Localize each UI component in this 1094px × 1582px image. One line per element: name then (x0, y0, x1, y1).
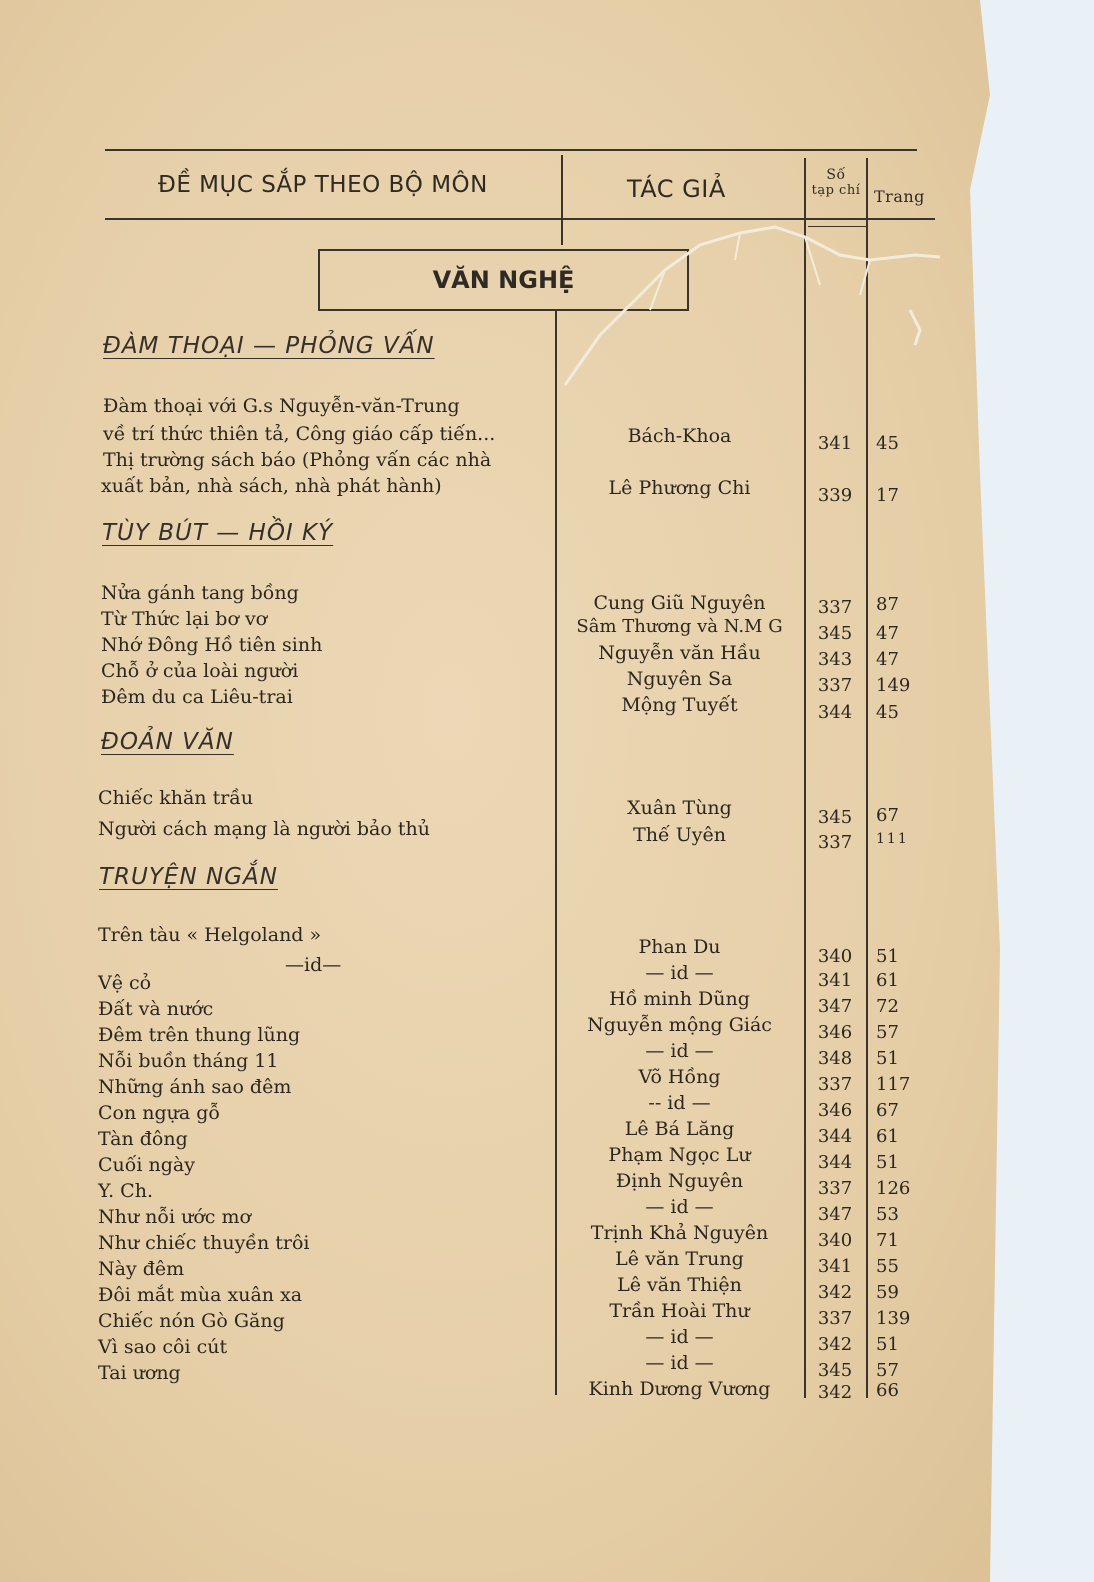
entry-title: Đêm du ca Liêu-trai (101, 686, 293, 708)
entry-title: Tàn đông (98, 1128, 188, 1150)
entry-issue: 344 (817, 1152, 853, 1173)
header-issue-column (806, 167, 866, 199)
entry-page: 67 (876, 1100, 899, 1121)
entry-author: Phan Du (638, 936, 721, 958)
entry-title: Đêm trên thung lũng (98, 1024, 301, 1046)
entry-author: Xuân Tùng (627, 797, 732, 819)
entry-author: Trần Hoài Thư (609, 1300, 750, 1322)
entry-title: Chiếc khăn trầu (98, 787, 254, 809)
entry-issue: 343 (817, 649, 853, 670)
entry-author: Lê Bá Lăng (624, 1118, 735, 1140)
entry-author: Nguyễn văn Hầu (598, 642, 761, 664)
entry-issue: 341 (817, 970, 853, 991)
entry-author: Lê văn Trung (615, 1248, 744, 1270)
entry-author: Mộng Tuyết (621, 694, 738, 716)
list-item (0, 785, 1000, 828)
entry-page: 57 (876, 1022, 899, 1043)
entry-issue: 337 (817, 675, 853, 696)
entry-page: 55 (876, 1256, 899, 1277)
entry-title: Như nỗi ước mơ (98, 1206, 251, 1228)
entry-title: Y. Ch. (98, 1180, 153, 1202)
entry-title: Những ánh sao đêm (98, 1076, 292, 1098)
entry-issue: 341 (817, 1256, 853, 1277)
entry-issue: 345 (817, 1360, 853, 1381)
entry-page: 126 (876, 1178, 911, 1199)
entry-issue: 337 (817, 1308, 853, 1329)
entry-title: Vệ cỏ (98, 972, 152, 994)
entry-author: — id — (645, 1352, 714, 1374)
header-issue-line1: Số (826, 167, 846, 183)
paper-tear-mark (560, 215, 980, 395)
entry-page: 67 (876, 805, 899, 826)
entry-title: Thị trường sách báo (Phỏng vấn các nhà (103, 449, 492, 471)
entry-issue: 342 (817, 1382, 853, 1403)
entry-issue: 347 (817, 996, 853, 1017)
list-item (0, 421, 1000, 454)
entry-page: 111 (876, 831, 909, 847)
entry-page: 57 (876, 1360, 899, 1381)
entry-page: 51 (876, 1334, 899, 1355)
entry-issue: 348 (817, 1048, 853, 1069)
entry-author: Lê văn Thiện (617, 1274, 742, 1296)
entry-author: -- id — (648, 1092, 711, 1114)
list-item (0, 816, 1000, 853)
entry-author: Nguyễn mộng Giác (587, 1014, 772, 1036)
entry-author: Hồ minh Dũng (609, 988, 750, 1010)
entry-author: — id — (645, 962, 714, 984)
section-heading-essay: TÙY BÚT — HỒI KÝ (102, 520, 334, 546)
list-item (0, 1360, 1000, 1403)
entry-page: 51 (876, 1152, 899, 1173)
entry-title: Vì sao côi cút (98, 1336, 228, 1358)
list-item (0, 632, 1000, 670)
entry-page: 45 (876, 433, 899, 454)
list-item (0, 606, 1000, 644)
entry-title: Người cách mạng là người bảo thủ (98, 818, 430, 840)
entry-author: Sâm Thương và N.M G (576, 616, 783, 637)
entry-author: Võ Hồng (638, 1066, 721, 1088)
list-item (0, 447, 1000, 473)
entry-page: 61 (876, 970, 899, 991)
entry-page: 45 (876, 702, 899, 723)
header-title-column: ĐỀ MỤC SẮP THEO BỘ MÔN (158, 172, 488, 198)
list-item (0, 473, 1000, 506)
list-item (0, 580, 1000, 618)
entry-issue: 337 (817, 1178, 853, 1199)
entry-issue: 341 (817, 433, 853, 454)
entry-issue: 344 (817, 1126, 853, 1147)
entry-author: Cung Giũ Nguyên (593, 592, 766, 614)
entry-author: — id — (645, 1040, 714, 1062)
entry-author: Nguyên Sa (626, 668, 733, 690)
entry-title: Như chiếc thuyền trôi (98, 1232, 310, 1254)
entry-issue: 347 (817, 1204, 853, 1225)
entry-author: Thế Uyên (633, 824, 726, 846)
section-heading-short-prose: ĐOẢN VĂN (101, 729, 234, 755)
entry-author: Phạm Ngọc Lư (608, 1144, 751, 1166)
entry-page: 117 (876, 1074, 911, 1095)
entry-page: 87 (876, 594, 899, 615)
header-issue-line2: tạp chí (811, 183, 861, 198)
entry-page: 51 (876, 946, 899, 967)
entry-title: Từ Thức lại bơ vơ (101, 608, 268, 630)
entry-issue: 342 (817, 1334, 853, 1355)
entry-author: Bách-Khoa (627, 425, 732, 447)
entry-title: Nửa gánh tang bồng (101, 582, 299, 604)
entry-title: Đất và nước (98, 998, 214, 1020)
entry-author: Kinh Dương Vương (588, 1378, 771, 1400)
entry-title: Chiếc nón Gò Găng (98, 1310, 285, 1332)
entry-issue: 337 (817, 1074, 853, 1095)
header-top-rule (105, 149, 917, 151)
entry-issue: 339 (817, 485, 853, 506)
entry-issue: 340 (817, 946, 853, 967)
entry-page: 53 (876, 1204, 899, 1225)
entry-page: 61 (876, 1126, 899, 1147)
entry-issue: 346 (817, 1022, 853, 1043)
entry-page: 139 (876, 1308, 911, 1329)
entry-title: Trên tàu « Helgoland » (98, 924, 322, 946)
list-item (0, 684, 1000, 723)
entry-issue: 344 (817, 702, 853, 723)
entry-title: —id— (285, 954, 342, 976)
entry-page: 149 (876, 675, 911, 696)
entry-title: Này đêm (98, 1258, 185, 1280)
entry-page: 17 (876, 485, 899, 506)
entry-title: Nỗi buồn tháng 11 (98, 1050, 279, 1072)
banner-label: VĂN NGHỆ (432, 266, 575, 294)
entry-author: Lê Phương Chi (608, 477, 751, 499)
entry-author: Trịnh Khả Nguyên (590, 1222, 769, 1244)
entry-author: — id — (645, 1196, 714, 1218)
entry-author: Định Nguyên (615, 1170, 744, 1192)
header-author-column: TÁC GIẢ (627, 175, 726, 203)
section-heading-short-stories: TRUYỆN NGẮN (99, 864, 278, 890)
entry-issue: 337 (817, 597, 853, 618)
entry-title: Tai ương (98, 1362, 181, 1384)
entry-issue: 340 (817, 1230, 853, 1251)
entry-title: Đàm thoại với G.s Nguyễn-văn-Trung (103, 395, 460, 417)
list-item (0, 658, 1000, 696)
entry-page: 51 (876, 1048, 899, 1069)
section-heading-interview: ĐÀM THOẠI — PHỎNG VẤN (103, 333, 435, 359)
entry-page: 71 (876, 1230, 899, 1251)
entry-page: 72 (876, 996, 899, 1017)
entry-page: 59 (876, 1282, 899, 1303)
entry-issue: 342 (817, 1282, 853, 1303)
entry-page: 66 (876, 1380, 899, 1401)
entry-title: Đôi mắt mùa xuân xa (98, 1284, 303, 1306)
entry-title: Chỗ ở của loài người (101, 660, 299, 682)
entry-title: Con ngựa gỗ (98, 1102, 221, 1124)
list-item (0, 393, 1000, 419)
header-page-column: Trang (874, 187, 925, 206)
entry-issue: 337 (817, 832, 853, 853)
entry-issue: 345 (817, 623, 853, 644)
entry-title: Cuối ngày (98, 1154, 195, 1176)
entry-page: 47 (876, 623, 899, 644)
entry-issue: 346 (817, 1100, 853, 1121)
entry-title: Nhớ Đông Hồ tiên sinh (101, 634, 323, 656)
entry-issue: 345 (817, 807, 853, 828)
entry-page: 47 (876, 649, 899, 670)
entry-title: xuất bản, nhà sách, nhà phát hành) (101, 475, 442, 497)
entry-author: — id — (645, 1326, 714, 1348)
entry-title: về trí thức thiên tả, Công giáo cấp tiến... (103, 423, 496, 445)
